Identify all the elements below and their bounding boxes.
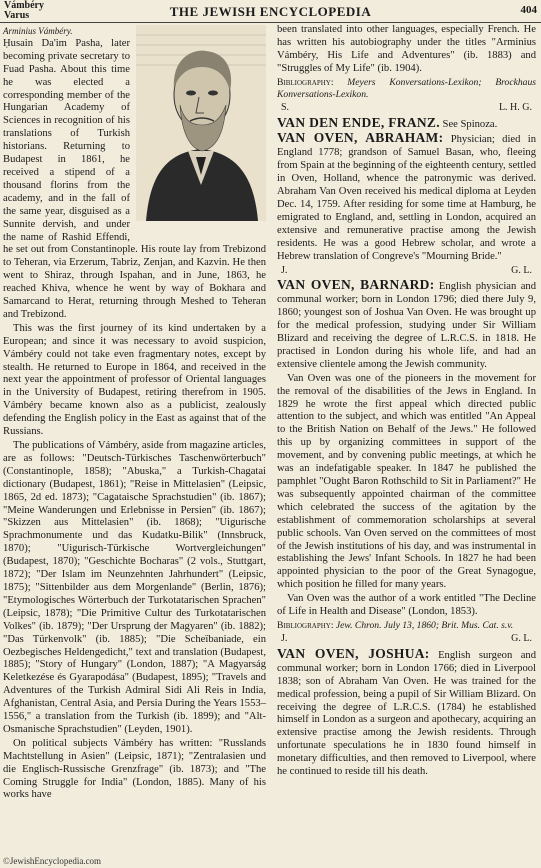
- signature-vambery: S. L. H. G.: [281, 101, 532, 113]
- publication-title: THE JEWISH ENCYCLOPEDIA: [169, 4, 372, 19]
- paragraph-translations: been translated into other languages, especially French. He has written his autobiography under the titles "Arminius Vámbéry, His Life and Adventures" (ib. 1883) and "Struggles of My Life" (ib. 1904).: [277, 24, 536, 74]
- entry-barnard: VAN OVEN, BARNARD: English physician and communal worker; born in London 1796; died there July 9, 1860; youngest son of Joshua Van Oven. He was brought up for the medical profession, studying under Sir William Blizard and receiving the degree of L.R.C.S. in 1818. He practised in London during his whole life, and had an extensive clientele among the Jewish community.: [277, 277, 536, 370]
- paragraph-barnard-author: Van Oven was the author of a work entitled "The Decline of Life in Health and Disease" (London, 1853).: [277, 593, 536, 618]
- entry-joshua: VAN OVEN, JOSHUA: English surgeon and communal worker; born in London 1766; died in Liverpool 1838; son of Abraham Van Oven. He was trained for the medical profession, being a pupil of Sir William Blizard. On receiving the degree of L.R.C.S. (1784) he established himself in London as a surgeon and apothecary, acquiring an extensive practise among the Jewish residents. Through unfortunate speculations he in 1830 found himself in monetary difficulties, and then removed to Liverpool, where he continued to reside till his death.: [277, 645, 536, 778]
- page-number: 404: [520, 4, 537, 16]
- heading-barnard: VAN OVEN, BARNARD:: [277, 277, 435, 293]
- right-column: [277, 24, 536, 780]
- heading-joshua: VAN OVEN, JOSHUA:: [277, 645, 430, 661]
- entry-abraham: VAN OVEN, ABRAHAM: Physician; died in England 1778; grandson of Samuel Basan, who, fleeing from Spain at the beginning of the eighteenth century, settled in Oven, Holland, whence the patronymic was derived. Abraham Van Oven received his medical diploma at Leyden Dec. 14, 1759. After residing for some time at Hamburg, he emigrated to England, and, settling in London, acquired an extensive and remunerative practise among the Jewish residents. He was a good Hebrew scholar, and wrote a Hebrew translation of Congreve's "Mourning Bride.": [277, 130, 536, 262]
- paragraph-barnard-pioneer: Van Oven was one of the pioneers in the movement for the removal of the disabilities of the Jews in England. In 1829 he wrote the first appeal which directed public attention to the subject, and which was entitled "An Appeal to the British Nation on Behalf of the Jews." He followed this up by organizing committees in support of the movement, and by convening public meetings, at which he was an indefatigable speaker. In 1847 he published the pamphlet "Ought Baron Rothschild to Sit in Parliament?" He was subsequently appointed chairman of the committee which celebrated the success of the agitation by the establishment of commemoration scholarships at several public schools. Van Oven served on the committees of most of the Jewish institutions of his day, and was instrumental in establishing the Jews' Infant Schools. In 1827 he had been appointed physician to the poor of the Great Synagogue, which position he filled for many years.: [277, 372, 536, 591]
- running-head-top: Vámbéry: [4, 0, 44, 11]
- page-header: [0, 0, 541, 23]
- portrait-figure: [136, 25, 266, 239]
- portrait-caption: Arminius Vámbéry.: [3, 26, 73, 36]
- entry-van-den-ende: VAN DEN ENDE, FRANZ. See Spinoza.: [277, 114, 498, 130]
- signature-barnard: J. G. L.: [281, 632, 532, 644]
- portrait-engraving-icon: [136, 25, 266, 221]
- paragraph-political: On political subjects Vámbéry has written: "Russlands Machtstellung in Asien" (Leipsic, 1871); "Zentralasien und die Englisch-Russische Grenzfrage" (ib. 1873); and "The Coming Struggle for India" (London, 1885). Many of his works have: [3, 737, 266, 801]
- left-column: Arminius Vámbéry. Ḥusain Da'im Pasha, later becoming private secretary to Fuad Pasha. About this time he was elected a corresponding member of the Hungarian Academy of Sciences in recognition of his translations of Turkish historians. Returning to Budapest in 1861, he received a stipend of a thousand florins from the academy, and in the fall of the same year, disguised as a Sunnite dervish, and under the name of Rashid Effendi, he set out from Constantinople. His route lay from Trebizond to Teheran, via Erzerum, Tabriz, Zenjan, and Kazvin. He then went to Shiraz, through Ispahan, and in June, 1863, he reached Khiva, whence he went by way of Bokhara and Samarcand to Herat, returning through Meshed to Teheran and Trebizond. This was the first journey of its kind undertaken by a European; and since it was necessary to avoid suspicion, Vámbéry could not take even fragmentary notes, except by stealth. He returned to Europe in 1864, and received in the next year the appointment of professor of Oriental languages in the University of Budapest, retiring therefrom in 1905. Vámbéry became known also as a publicist, zealously defending the English policy in the East as against that of the Russians. The publications of Vámbéry, aside from magazine articles, are as follows: "Deutsch-Türkisches Taschenwörterbuch" (Constantinople, 1858); "Abuska," a Turkish-Chagatai dictionary (Budapest, 1861); "Reise in Mittelasien" (Leipsic, 1865, 2d ed. 1873); "Cagataische Sprachstudien" (ib. 1867); "Meine Wanderungen und Erlebnisse in Persien" (ib. 1867); "Skizzen aus Mittelasien" (ib. 1868); "Uigurische Sprachmonumente und das Kudatku-Bilik" (Innsbruck, 1870); "Uigurisch-Türkische Wortvergleichungen" (Budapest, 1870); "Geschichte Bocharas" (2 vols., Stuttgart, 1872); "Der Islam im Neunzehnten Jahrhundert" (Leipsic, 1875); "Sittenbilder aus dem Morgenlande" (Berlin, 1876); "Etymologisches Wörterbuch der Turkotatarischen Sprachen" (Leipsic, 1878); "Die Primitive Cultur des Turkotatarischen Volkes" (ib. 1879); "Der Ursprung der Magyaren" (ib. 1882); "Das Türkenvolk" (ib. 1885); "Die Scheïbaniade, ein Oezbegisches Heldengedicht," text and translation (Budapest, 1885); "Story of Hungary" (London, 1887); "A Magyarság Keletkezése és Gyarapodása" (Budapest, 1895); "Travels and Adventures of the Turkish Admiral Sidi Ali Reis in India, Afghanistan, Central Asia, and Persia During the Years 1553–1556," a translation from the Turkish (ib. 1899); and "Alt-Osmanische Sprachstudien" (Leyden, 1901). On political subjects Vámbéry has written: "Russlands Machtstellung in Asien" (Leipsic, 1871); "Zentralasien und die Englisch-Russische Grenzfrage" (ib. 1873); and "The Coming Struggle for India" (London, 1885). Many of his works have: [3, 26, 266, 801]
- bibliography-vambery: Bibliography: Meyers Konversations-Lexikon; Brockhaus Konversations-Lexikon.: [277, 76, 536, 100]
- bibliography-barnard: Bibliography: Jew. Chron. July 13, 1860; Brit. Mus. Cat. s.v.: [277, 619, 514, 631]
- running-head-bottom: Varus: [4, 10, 30, 21]
- heading-abraham: VAN OVEN, ABRAHAM:: [277, 130, 444, 146]
- copyright-link[interactable]: ©JewishEncyclopedia.com: [3, 856, 102, 866]
- signature-abraham: J. G. L.: [281, 264, 532, 276]
- paragraph-publications: The publications of Vámbéry, aside from magazine articles, are as follows: "Deutsch-Türkisches Taschenwörterbuch" (Constantinople, 1858); "Abuska," a Turkish-Chagatai dictionary (Budapest, 1861); "Reise in Mittelasien" (Leipsic, 1865, 2d ed. 1873); "Cagataische Sprachstudien" (ib. 1867); "Meine Wanderungen und Erlebnisse in Persien" (ib. 1867); "Skizzen aus Mittelasien" (ib. 1868); "Uigurische Sprachmonumente und das Kudatku-Bilik" (Innsbruck, 1870); "Uigurisch-Türkische Wortvergleichungen" (Budapest, 1870); "Geschichte Bocharas" (2 vols., Stuttgart, 1872); "Der Islam im Neunzehnten Jahrhundert" (Leipsic, 1875); "Sittenbilder aus dem Morgenlande" (Berlin, 1876); "Etymologisches Wörterbuch der Turkotatarischen Sprachen" (Leipsic, 1878); "Die Primitive Cultur des Turkotatarischen Volkes" (ib. 1879); "Der Ursprung der Magyaren" (ib. 1882); "Das Türkenvolk" (ib. 1885); "Die Scheïbaniade, ein Oezbegisches Heldengedicht," text and translation (Budapest, 1885); "Story of Hungary" (London, 1887); "A Magyarság Keletkezése és Gyarapodása" (Budapest, 1895); "Travels and Adventures of the Turkish Admiral Sidi Ali Reis in India, Afghanistan, Central Asia, and Persia During the Years 1553–1556," a translation from the Turkish (ib. 1899); and "Alt-Osmanische Sprachstudien" (Leyden, 1901).: [3, 440, 266, 735]
- paragraph-first-journey: This was the first journey of its kind undertaken by a European; and since it was necessary to avoid suspicion, Vámbéry could not take even fragmentary notes, except by stealth. He returned to Europe in 1864, and received in the next year the appointment of professor of Oriental languages in the University of Budapest, retiring therefrom in 1905. Vámbéry became known also as a publicist, zealously defending the English policy in the East as against that of the Russians.: [3, 322, 266, 438]
